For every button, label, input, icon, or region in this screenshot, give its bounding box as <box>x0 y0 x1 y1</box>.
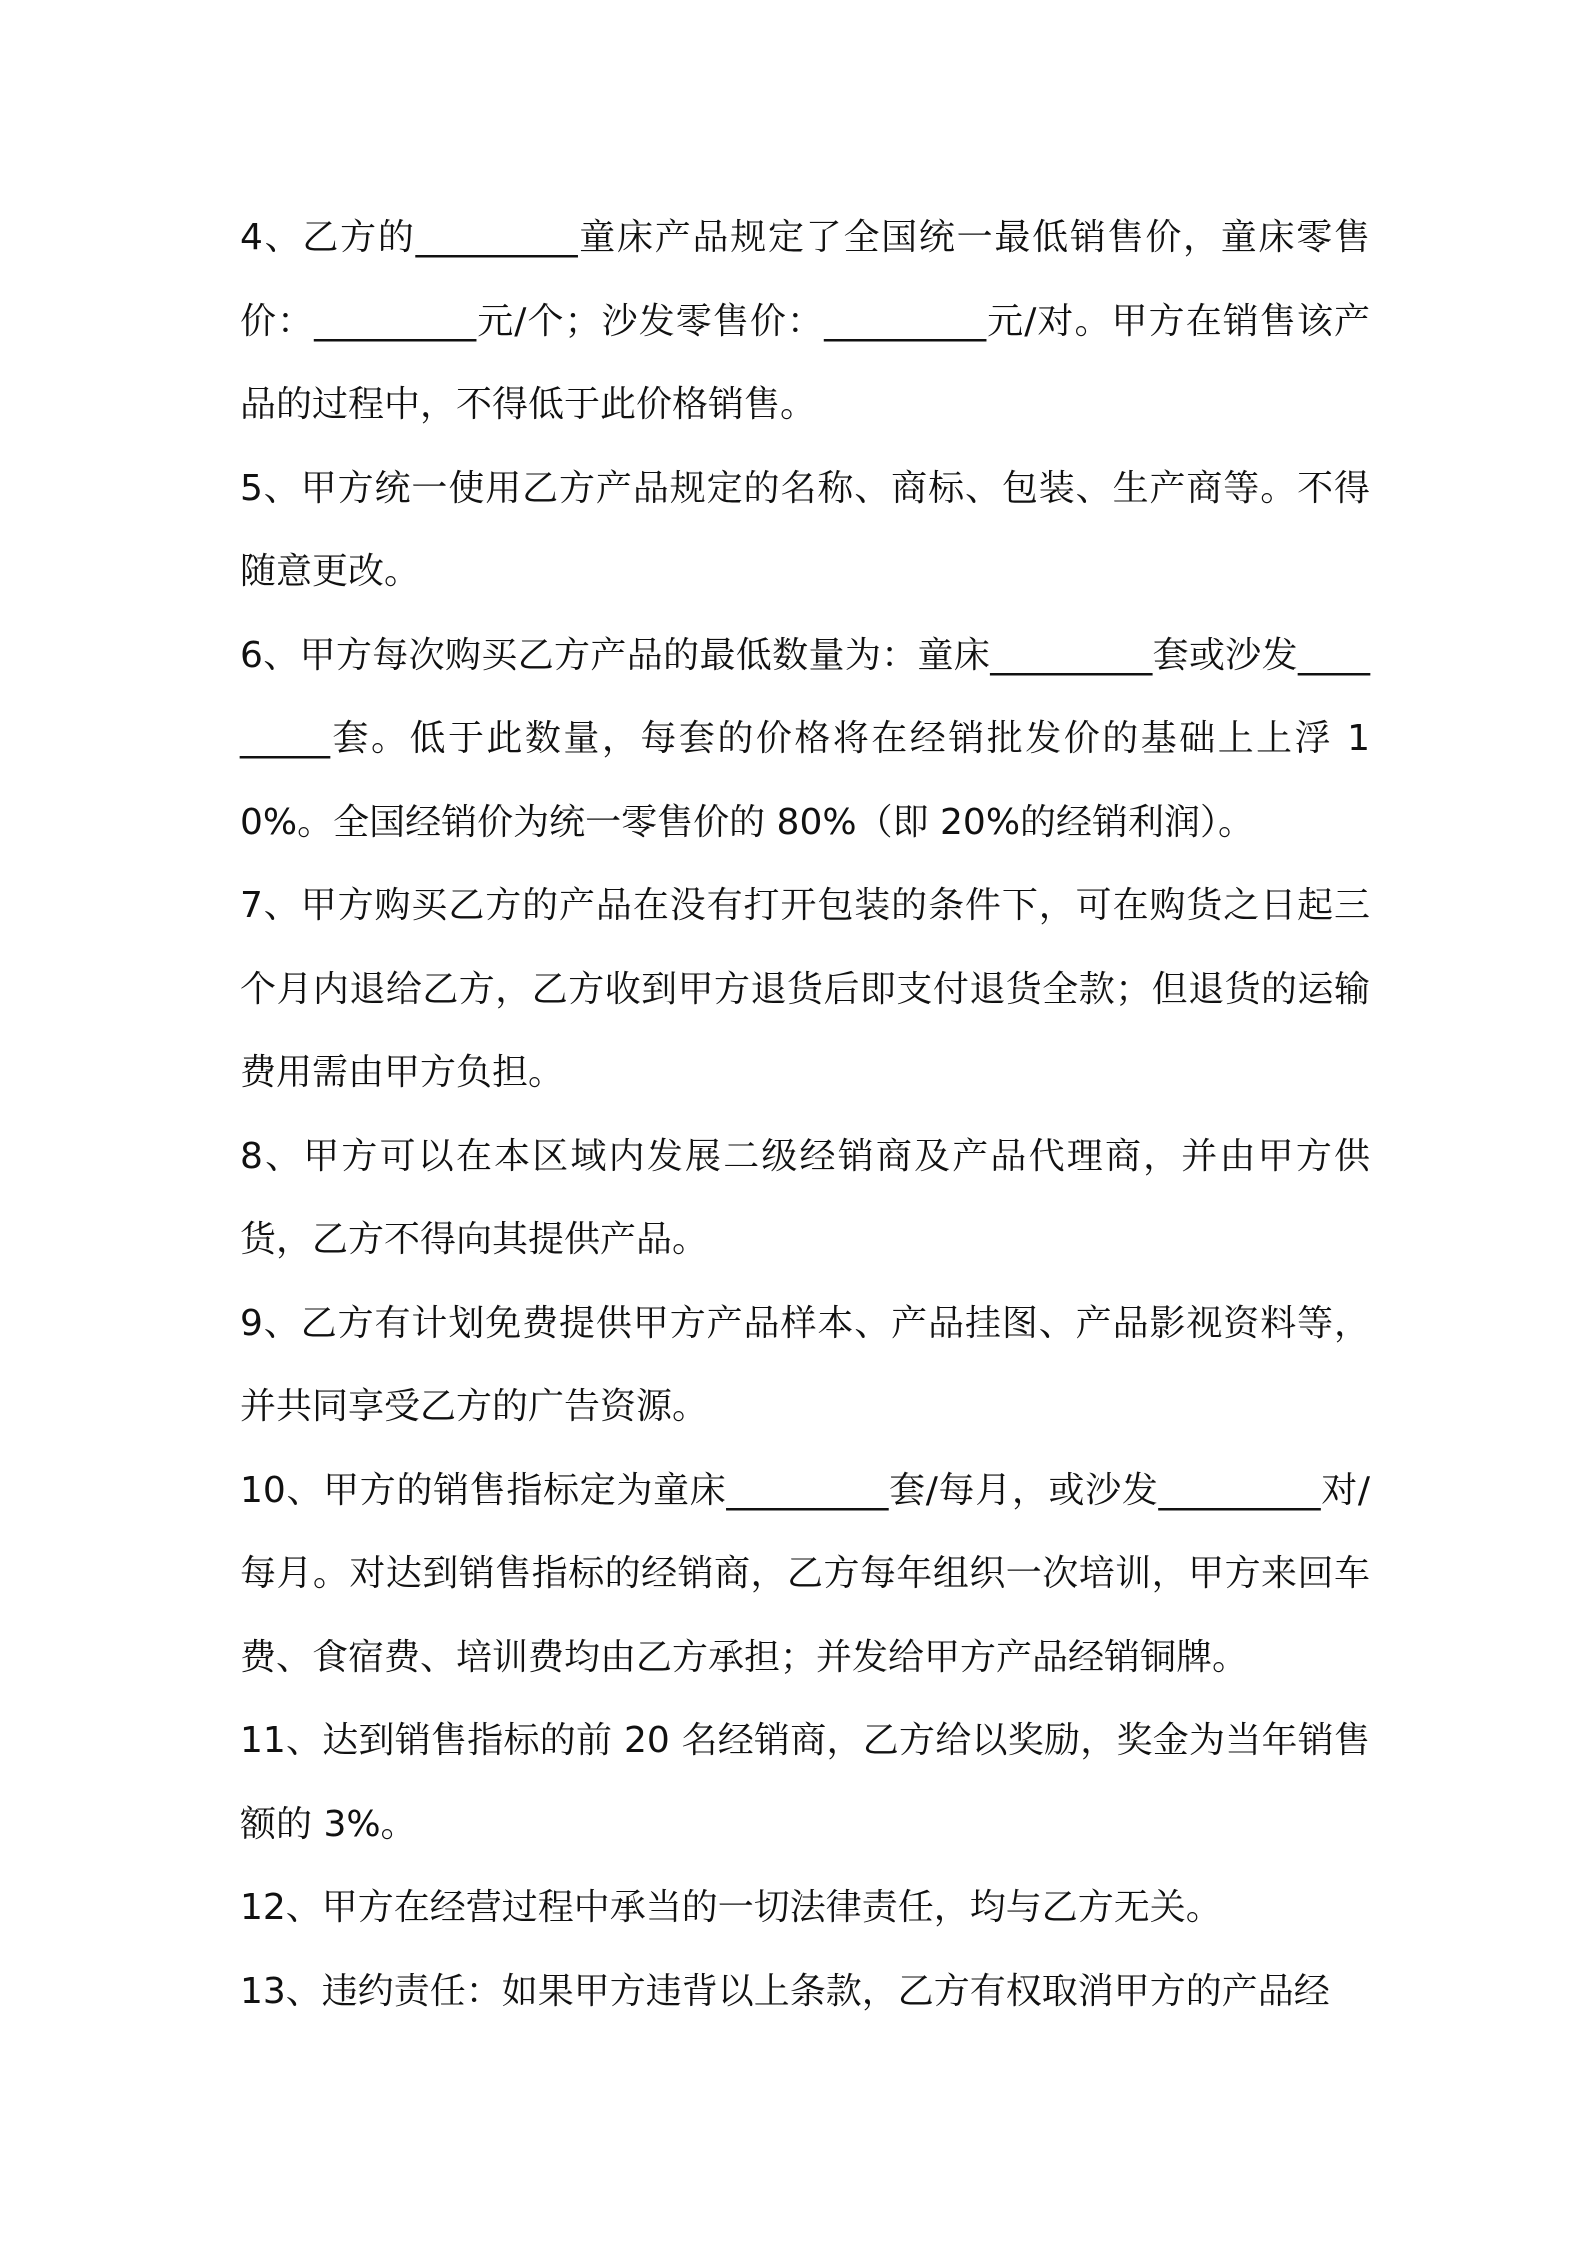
clause-13: 13、违约责任：如果甲方违背以上条款，乙方有权取消甲方的产品经 <box>240 1970 1330 2012</box>
clause-8: 8、甲方可以在本区域内发展二级经销商及产品代理商，并由甲方供货，乙方不得向其提供产品。 <box>240 1135 1370 1260</box>
clause-12: 12、甲方在经营过程中承当的一切法律责任，均与乙方无关。 <box>240 1887 1222 1928</box>
clause-10: 10、甲方的销售指标定为童床_________套/每月，或沙发_________对/每月。对达到销售指标的经销商，乙方每年组织一次培训，甲方来回车费、食宿费、培训费均由乙方承担；并发给甲方产品经销铜牌。 <box>240 1469 1370 1678</box>
contract-body <box>240 196 1370 2033</box>
clause-7: 7、甲方购买乙方的产品在没有打开包装的条件下，可在购货之日起三个月内退给乙方，乙方收到甲方退货后即支付退货全款；但退货的运输费用需由甲方负担。 <box>240 885 1370 1093</box>
clause-4: 4、乙方的_________童床产品规定了全国统一最低销售价，童床零售价：_________元/个；沙发零售价：_________元/对。甲方在销售该产品的过程中，不得低于此价格销售。 <box>240 217 1370 425</box>
clause-5: 5、甲方统一使用乙方产品规定的名称、商标、包装、生产商等。不得随意更改。 <box>240 467 1370 592</box>
clause-9: 9、乙方有计划免费提供甲方产品样本、产品挂图、产品影视资料等，并共同享受乙方的广告资源。 <box>240 1302 1370 1427</box>
clause-6: 6、甲方每次购买乙方产品的最低数量为：童床_________套或沙发_________套。低于此数量，每套的价格将在经销批发价的基础上上浮 10%。全国经销价为统一零售价的 80%（即 20%的经销利润）。 <box>240 634 1370 843</box>
clause-11: 11、达到销售指标的前 20 名经销商，乙方给以奖励，奖金为当年销售额的 3%。 <box>240 1720 1370 1845</box>
